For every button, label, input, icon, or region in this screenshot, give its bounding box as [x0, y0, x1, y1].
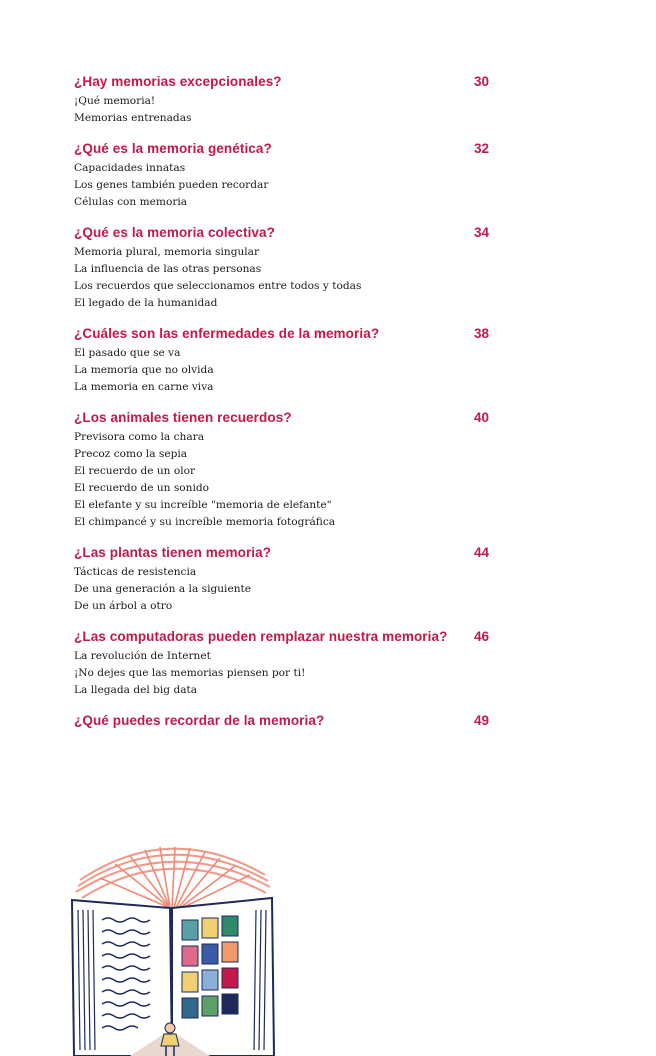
subtopic-list [74, 564, 494, 615]
toc-heading[interactable] [74, 410, 494, 429]
subtopic-item: El elefante y su increíble "memoria de elefante" [74, 499, 332, 511]
section-title[interactable]: ¿Hay memorias excepcionales? [74, 74, 282, 89]
page-number: 49 [474, 713, 490, 728]
page-number: 38 [474, 326, 490, 341]
subtopic-list [74, 429, 494, 531]
book-illustration-icon [60, 820, 290, 1056]
toc-heading[interactable] [74, 141, 494, 160]
toc-heading[interactable] [74, 225, 494, 244]
section-title[interactable]: ¿Las plantas tienen memoria? [74, 545, 272, 560]
subtopic-item: Tácticas de resistencia [74, 566, 197, 578]
section-title[interactable]: ¿Qué es la memoria colectiva? [74, 225, 275, 240]
toc-section [74, 629, 494, 699]
subtopic-item: Los recuerdos que seleccionamos entre todos y todas [74, 280, 362, 292]
page-number: 44 [474, 545, 490, 560]
toc-section [74, 410, 494, 531]
section-title[interactable]: ¿Los animales tienen recuerdos? [74, 410, 292, 425]
section-title[interactable]: ¿Cuáles son las enfermedades de la memoria? [74, 326, 380, 341]
page-number: 46 [474, 629, 490, 644]
toc-heading[interactable] [74, 326, 494, 345]
toc-heading[interactable] [74, 74, 494, 93]
subtopic-item: ¡No dejes que las memorias piensen por ti! [74, 667, 306, 679]
toc-section [74, 225, 494, 312]
subtopic-list [74, 93, 494, 127]
subtopic-list [74, 648, 494, 699]
subtopic-item: El pasado que se va [74, 347, 181, 359]
subtopic-item: La influencia de las otras personas [74, 263, 262, 275]
subtopic-item: La revolución de Internet [74, 650, 211, 662]
subtopic-item: El recuerdo de un sonido [74, 482, 210, 494]
subtopic-item: El legado de la humanidad [74, 297, 218, 309]
subtopic-item: Capacidades innatas [74, 162, 186, 174]
section-title[interactable]: ¿Qué es la memoria genética? [74, 141, 272, 156]
section-title[interactable]: ¿Las computadoras pueden remplazar nuestra memoria? [74, 629, 448, 644]
toc-heading[interactable] [74, 713, 494, 732]
subtopic-item: De una generación a la siguiente [74, 583, 252, 595]
page-number: 40 [474, 410, 490, 425]
subtopic-item: Previsora como la chara [74, 431, 205, 443]
subtopic-item: La memoria que no olvida [74, 364, 214, 376]
table-of-contents [74, 74, 494, 746]
subtopic-item: El chimpancé y su increíble memoria fotográfica [74, 516, 336, 528]
subtopic-item: ¡Qué memoria! [74, 95, 156, 107]
toc-section [74, 713, 494, 732]
subtopic-item: Células con memoria [74, 196, 188, 208]
toc-section [74, 545, 494, 615]
toc-heading[interactable] [74, 545, 494, 564]
section-title[interactable]: ¿Qué puedes recordar de la memoria? [74, 713, 325, 728]
subtopic-item: Los genes también pueden recordar [74, 179, 269, 191]
toc-section [74, 141, 494, 211]
subtopic-item: Memoria plural, memoria singular [74, 246, 260, 258]
subtopic-item: Precoz como la sepia [74, 448, 188, 460]
page-number: 32 [474, 141, 490, 156]
subtopic-item: De un árbol a otro [74, 600, 173, 612]
toc-section [74, 326, 494, 396]
subtopic-list [74, 160, 494, 211]
subtopic-list [74, 345, 494, 396]
subtopic-item: El recuerdo de un olor [74, 465, 196, 477]
toc-heading[interactable] [74, 629, 494, 648]
subtopic-list [74, 244, 494, 312]
page-number: 30 [474, 74, 490, 89]
subtopic-item: Memorias entrenadas [74, 112, 192, 124]
subtopic-item: La llegada del big data [74, 684, 198, 696]
subtopic-item: La memoria en carne viva [74, 381, 214, 393]
toc-section [74, 74, 494, 127]
page-number: 34 [474, 225, 490, 240]
